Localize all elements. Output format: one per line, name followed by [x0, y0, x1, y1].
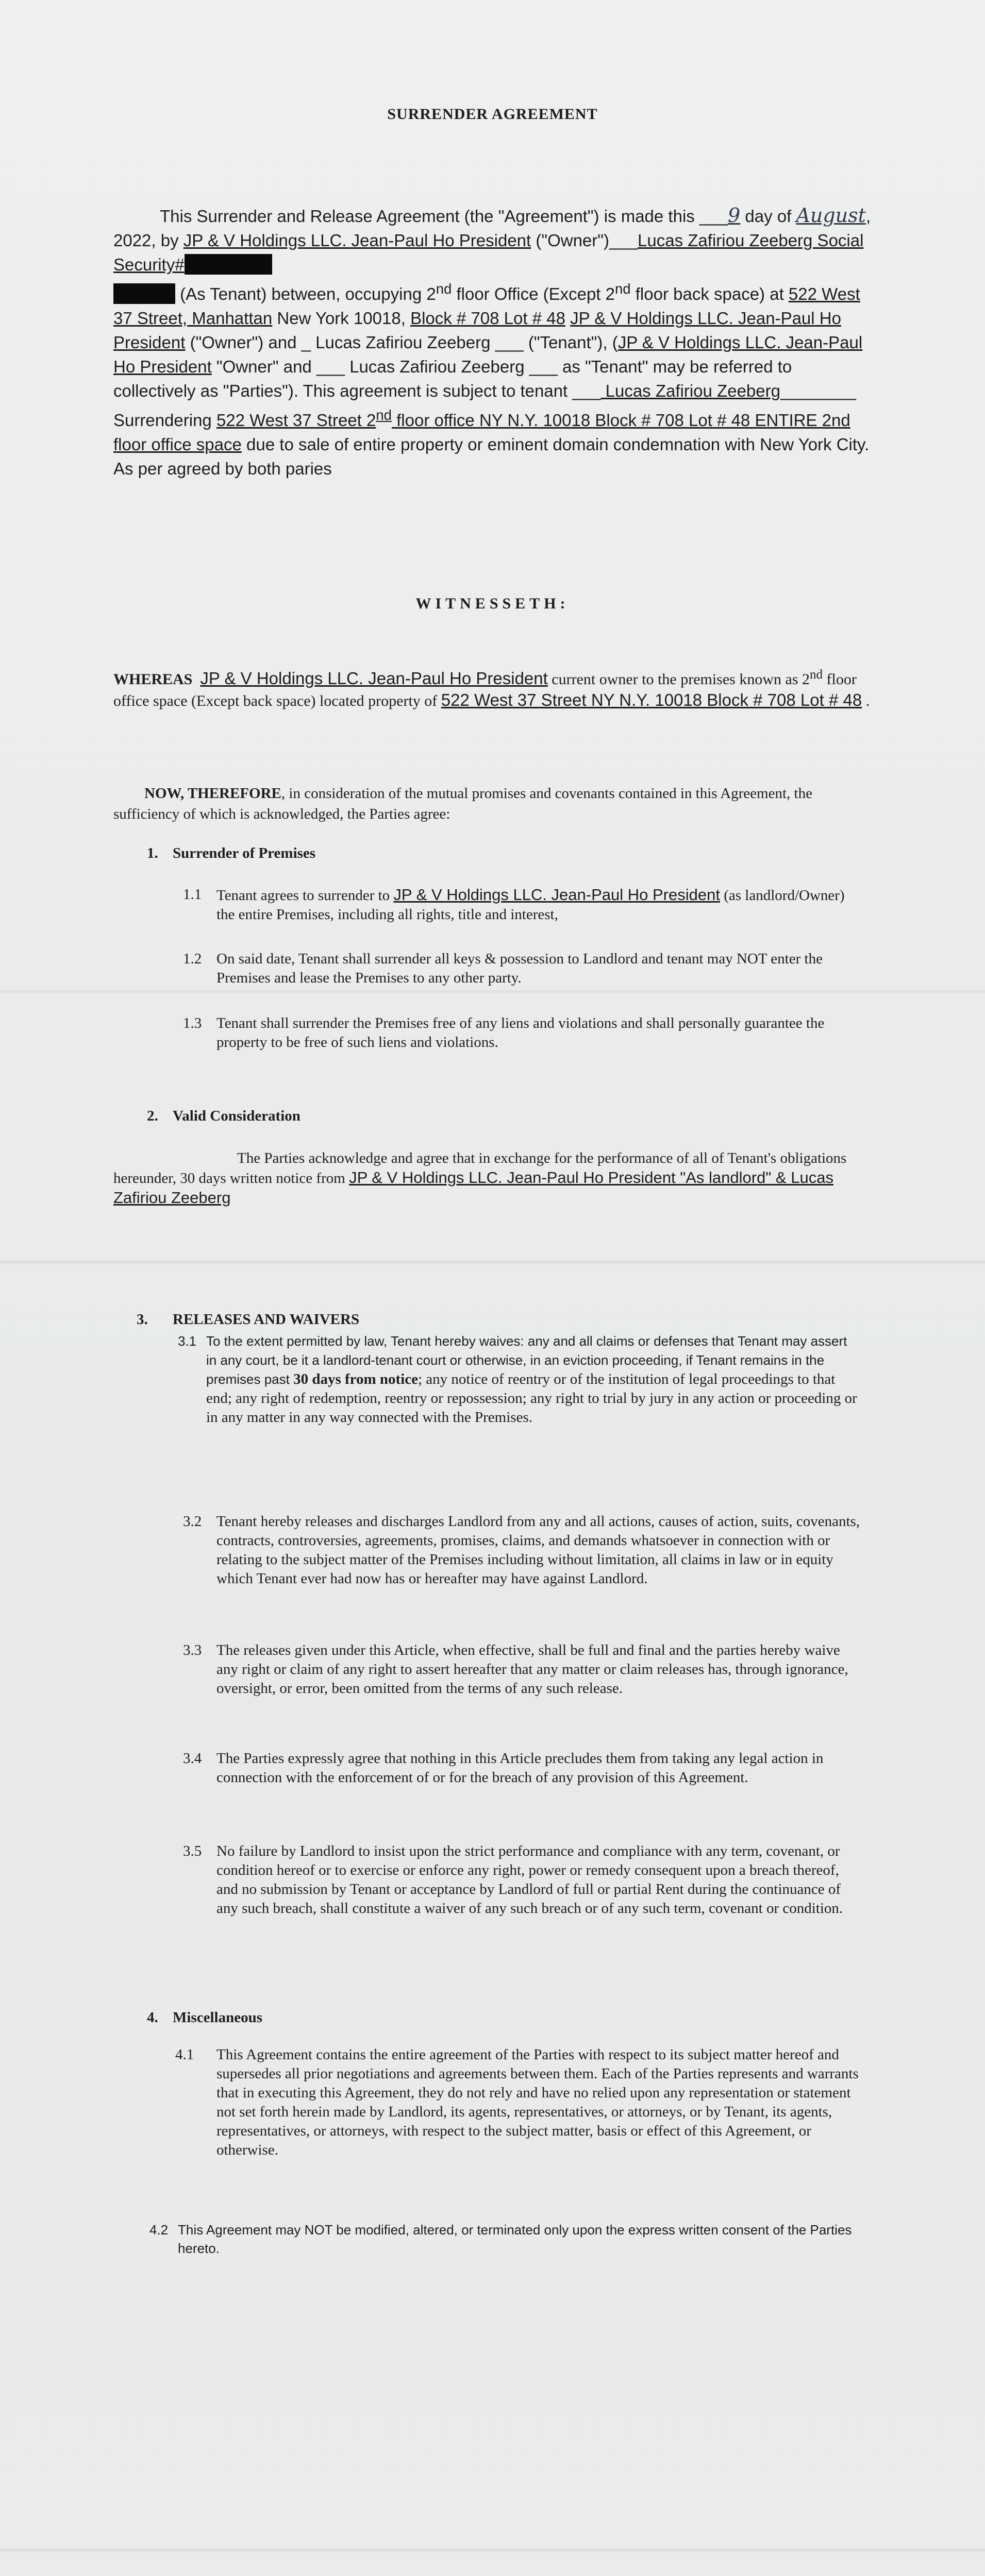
- document-title: SURRENDER AGREEMENT: [387, 106, 598, 123]
- superscript: nd: [436, 281, 452, 297]
- intro-text: floor back space) at: [630, 284, 789, 303]
- premises-address: 522 West 37 Street NY N.Y. 10018 Block # 708 Lot # 48: [441, 690, 862, 709]
- section-number: 3.: [137, 1311, 148, 1328]
- paragraph-text: (as landlord/Owner) the entire Premises, including all rights, title and interest,: [216, 887, 845, 923]
- page-fold: [0, 1260, 985, 1265]
- section-number: 4.: [147, 2009, 158, 2026]
- intro-text: as "Tenant" may be referred to collectively as "Parties"). This agreement is subject to tenant: [113, 357, 792, 400]
- blank: ___: [495, 333, 524, 352]
- paragraph-text: To the extent permitted by law, Tenant hereby waives: any and all claims or defenses that Tenant may assert in any court, be it a landlord-tenant court or otherwise, in an eviction proceeding, if Tenant remains in the premises past: [206, 1333, 847, 1387]
- witnesseth-heading: WITNESSETH:: [415, 595, 570, 612]
- intro-text: ("Owner") and: [185, 333, 302, 352]
- owner-name: JP & V Holdings LLC. Jean-Paul Ho President: [183, 231, 531, 250]
- section-heading: Valid Consideration: [173, 1108, 300, 1124]
- paragraph-3-1: [206, 1332, 861, 1427]
- paragraph-4-2: This Agreement may NOT be modified, altered, or terminated only upon the express written consent of the Parties hereto.: [178, 2222, 852, 2256]
- superscript: nd: [615, 281, 631, 297]
- blank: ___: [572, 381, 601, 400]
- owner-name: JP & V Holdings LLC. Jean-Paul Ho President "As landlord" & Lucas Zafiriou Zeeberg: [113, 1168, 833, 1207]
- tenant-name: Lucas Zafiriou Zeeberg: [310, 333, 495, 352]
- intro-text: ("Owner"): [531, 231, 609, 250]
- paragraph-number: 4.1: [175, 2046, 194, 2063]
- tenant-name: Lucas Zafiriou Zeeberg Social Security#: [113, 231, 864, 274]
- blank: ___: [609, 231, 638, 250]
- owner-name: JP & V Holdings LLC. Jean-Paul Ho President: [113, 309, 841, 352]
- paragraph-number: 3.4: [183, 1750, 202, 1767]
- intro-text: [565, 309, 570, 328]
- intro-text: day of: [740, 207, 796, 226]
- blank: ________: [780, 381, 856, 400]
- blank: ___: [529, 357, 558, 376]
- now-therefore-clause: [113, 783, 871, 824]
- superscript: nd: [376, 407, 392, 423]
- owner-name: JP & V Holdings LLC. Jean-Paul Ho President: [393, 886, 720, 904]
- surrender-description: floor office NY N.Y. 10018 Block # 708 Lot # 48 ENTIRE 2nd floor office space: [113, 411, 850, 454]
- whereas-label: WHEREAS: [113, 671, 193, 688]
- intro-paragraph: [113, 204, 871, 481]
- handwritten-month: August: [796, 204, 866, 227]
- paragraph-2: [113, 1149, 856, 1208]
- paragraph-1-3: Tenant shall surrender the Premises free of any liens and violations and shall personally guarantee the property to be free of such liens and violations.: [216, 1015, 825, 1050]
- paragraph-1-2: On said date, Tenant shall surrender all keys & possession to Landlord and tenant may NOT enter the Premises and lease the Premises to any other party.: [216, 951, 823, 986]
- intro-text: This Surrender and Release Agreement (the "Agreement") is made this: [160, 207, 699, 226]
- paragraph-text: ; any notice of reentry or of the institution of legal proceedings to that end; any right of redemption, reentry or repossession; any right to trial by jury in any action or proceeding or in any matter in any way connected with the Premises.: [206, 1371, 857, 1426]
- intro-text: , 2022, by: [113, 207, 871, 250]
- premises-address: 522 West 37 Street, Manhattan: [113, 284, 860, 328]
- paragraph-3-2: Tenant hereby releases and discharges Landlord from any and all actions, causes of action, suits, covenants, contracts, controversies, agreements, promises, claims, and demands whatsoever in connection with or relating to the subject matter of the Premises including without limitation, all claims in law or in equity which Tenant ever had now has or hereafter may have against Landlord.: [216, 1513, 860, 1587]
- surrender-description: 522 West 37 Street 2: [216, 411, 376, 430]
- intro-text: "Owner" and: [211, 357, 316, 376]
- page-fold: [0, 2548, 985, 2553]
- section-number: 2.: [147, 1108, 158, 1124]
- section-number: 1.: [147, 845, 158, 861]
- paragraph-number: 3.5: [183, 1843, 202, 1859]
- owner-name: JP & V Holdings LLC. Jean-Paul Ho President: [200, 669, 548, 688]
- intro-text: New York 10018,: [272, 309, 411, 328]
- blank: ___: [316, 357, 345, 376]
- intro-text: ("Tenant"), (: [523, 333, 618, 352]
- now-therefore-label: NOW, THEREFORE: [144, 785, 281, 802]
- blank: _: [301, 333, 311, 352]
- intro-text: due to sale of entire property or eminent domain condemnation with New York City. As per agreed by both paries: [113, 435, 870, 478]
- section-heading: Miscellaneous: [173, 2009, 262, 2026]
- whereas-text: current owner to the premises known as 2: [547, 671, 810, 688]
- tenant-name: Lucas Zafiriou Zeeberg: [345, 357, 529, 376]
- owner-name: JP & V Holdings LLC. Jean-Paul Ho President: [113, 333, 863, 376]
- intro-text: (As Tenant) between, occupying 2: [175, 284, 436, 303]
- page-fold: [0, 989, 985, 994]
- whereas-text: .: [862, 692, 870, 709]
- redaction-block: [113, 283, 175, 304]
- paragraph-4-1: This Agreement contains the entire agreement of the Parties with respect to its subject matter hereof and supersedes all prior negotiations and agreements between them. Each of the Parties represents and warrants that in executing this Agreement, they do not rely and have no relied upon any representation or statement not set forth herein made by Landlord, its agents, representatives, or attorneys, or by Tenant, its agents, representatives, or attorneys, with respect to the subject matter, basis or effect of this Agreement, or otherwise.: [216, 2046, 859, 2158]
- intro-text: Surrendering: [113, 411, 216, 430]
- bold-text: 30 days from notice: [293, 1371, 418, 1387]
- paragraph-number: 1.3: [183, 1015, 202, 1031]
- whereas-clause: [113, 665, 871, 711]
- redaction-block: [185, 254, 272, 275]
- paragraph-text: Tenant agrees to surrender to: [216, 887, 394, 904]
- section-heading: Surrender of Premises: [173, 845, 316, 861]
- handwritten-day: 9: [728, 204, 741, 227]
- block-lot: Block # 708 Lot # 48: [410, 309, 565, 328]
- tenant-name: Lucas Zafiriou Zeeberg: [600, 381, 780, 400]
- whereas-text: floor office space (Except back space) located property of: [113, 671, 857, 709]
- day-blank: ___: [699, 207, 728, 226]
- superscript: nd: [810, 668, 823, 682]
- paragraph-number: 3.3: [183, 1642, 202, 1658]
- paragraph-3-5: No failure by Landlord to insist upon the strict performance and compliance with any term, covenant, or condition hereof or to exercise or enforce any right, power or remedy consequent upon a breach thereof, and no submission by Tenant or acceptance by Landlord of full or partial Rent during the continuance of any such breach, shall constitute a waiver of any such breach or of any such term, covenant or condition.: [216, 1843, 843, 1917]
- paragraph-number: 3.1: [178, 1333, 197, 1349]
- paragraph-number: 1.2: [183, 951, 202, 967]
- paragraph-number: 4.2: [149, 2222, 169, 2238]
- paragraph-text: The Parties acknowledge and agree that in exchange for the performance of all of Tenant's obligations hereunder, 30 days written notice from: [113, 1150, 847, 1187]
- paragraph-3-3: The releases given under this Article, when effective, shall be full and final and the parties hereby waive any right or claim of any right to assert hereafter that any matter or claim releases has, through ignorance, oversight, or error, been omitted from the terms of any such release.: [216, 1642, 848, 1697]
- paragraph-3-4: The Parties expressly agree that nothing in this Article precludes them from taking any legal action in connection with the enforcement of or for the breach of any provision of this Agreement.: [216, 1750, 824, 1786]
- paragraph-number: 3.2: [183, 1513, 202, 1530]
- intro-text: floor Office (Except 2: [452, 284, 615, 303]
- paragraph-1-1: [216, 885, 856, 924]
- paragraph-number: 1.1: [183, 886, 202, 903]
- now-therefore-text: , in consideration of the mutual promises and covenants contained in this Agreement, the sufficiency of which is acknowledged, the Parties agree:: [113, 785, 812, 822]
- section-heading: RELEASES AND WAIVERS: [173, 1311, 360, 1328]
